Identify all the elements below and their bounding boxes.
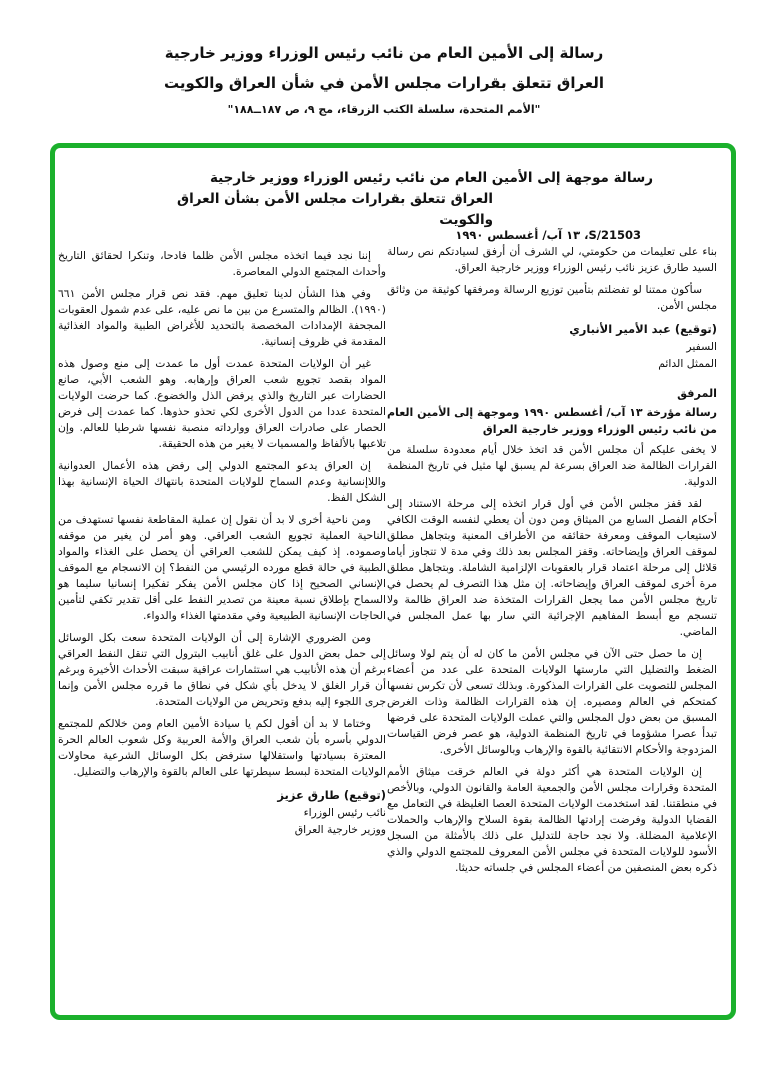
signature-label: (توقيع) [343, 788, 386, 802]
signature-title: الممثل الدائم [658, 357, 717, 370]
cover-paragraph: بناء على تعليمات من حكومتي، لي الشرف أن أرفق لسيادتكم نص رسالة السيد طارق عزيز نائب رئيس الوزراء ووزير خارجية العراق. [387, 245, 717, 274]
letter-title-line-2: العراق تتعلق بقرارات مجلس الأمن بشأن العراق والكويت [177, 191, 493, 228]
letter-paragraph: وختاما لا بد أن أقول لكم يا سيادة الأمين العام ومن خلالكم للمجتمع الدولي بأسره بأن شعب العراق والأمة العربية وكل شعوب العالم الحرة المعتزة بسيادتها واستقلالها سترفض بكل الوسائل الشرعية محاولات الولايات المتحدة لبسط سيطرتها على العالم بالقوة والإرهاب والتضليل. [58, 717, 386, 778]
header-title-line-1: رسالة إلى الأمين العام من نائب رئيس الوزراء ووزير خارجية [164, 44, 604, 62]
letter-title [171, 168, 653, 231]
signature-name-line [58, 786, 386, 804]
signature-title: ووزير خارجية العراق [294, 823, 386, 836]
document-header [0, 38, 768, 119]
signature-label: (توقيع) [674, 322, 717, 336]
signature-block-ambassador [387, 320, 717, 372]
letter-reference-date: S/21503، ١٣ آب/ أغسطس ١٩٩٠ [455, 228, 641, 242]
letter-column-right [387, 244, 717, 882]
document-frame [50, 143, 736, 1020]
signature-block-minister [58, 786, 386, 838]
letter-paragraph: وفي هذا الشأن لدينا تعليق مهم. فقد نص قرار مجلس الأمن ٦٦١ (١٩٩٠). الظالم والمتسرع من بين ما نص عليه، على عدم شمول العقوبات المجحفة الإمدادات المخصصة بالتحديد للأغراض الطبية والمواد الغذائية المقدمة في ظروف إنسانية. [58, 287, 386, 348]
letter-paragraph: ومن الضروري الإشارة إلى أن الولايات المتحدة سعت بكل الوسائل إلى حمل بعض الدول على غلق أنابيب البترول التي تنقل النفط العراقي برغم أن هذه الأنابيب هي استثمارات عراقية سبقت الأحداث الأخيرة وبرغم أن قرار الغلق لا يدخل بأي شكل في نطاق ما قرره مجلس الأمن وإنما جرى اللجوء إليه بدفع وتحريض من الولايات المتحدة. [58, 631, 386, 708]
attachment-title: رسالة مؤرخة ١٣ آب/ أغسطس ١٩٩٠ وموجهة إلى الأمين العام من نائب رئيس الوزراء ووزير خارجية العراق [387, 406, 718, 436]
letter-paragraph: إن العراق يدعو المجتمع الدولي إلى رفض هذه الأعمال العدوانية واللاإنسانية وعدم السماح للولايات المتحدة بانتهاك الحياة الإنسانية بهذا الشكل الفظ. [58, 459, 386, 504]
letter-paragraph: لا يخفى عليكم أن مجلس الأمن قد اتخذ خلال أيام معدودة سلسلة من القرارات الظالمة ضد العراق بسرعة لم يسبق لها مثيل في تاريخ المنظمة الدولية. [387, 443, 717, 488]
letter-paragraph: غير أن الولايات المتحدة عمدت أول ما عمدت إلى منع وصول هذه المواد بقصد تجويع شعب العراق وإرهابه. وهو الشعب الأبي، صانع الحضارات عبر التاريخ والذي يرفض الذل والخضوع. كما حرضت الولايات المتحدة عددا من الدول الأخرى لكي تحذو حذوها. كما عمدت إلى فرض الحصار على صادرات العراق ووارداته منصبة نفسها شرطيا للعالم. وإن تلاعبها بالألفاظ والمسميات لا يغير من هذه الحقيقة. [58, 357, 386, 450]
cover-paragraph: سأكون ممتنا لو تفضلتم بتأمين توزيع الرسالة ومرفقها كوثيقة من وثائق مجلس الأمن. [387, 283, 717, 312]
letter-paragraph: إن الولايات المتحدة هي أكثر دولة في العالم خرقت ميثاق الأمم المتحدة وقرارات مجلس الأمن والجمعية العامة والقانون الدولي، وبالأخص في منطقتنا. لقد استخدمت الولايات المتحدة العصا الغليظة في التعامل مع القضايا الدولية وفرضت إرادتها الظالمة بقوة السلاح والإرهاب والحملات الإعلامية المضللة. ولا نجد حاجة للتدليل على ذلك بالأمثلة من السجل الأسود للولايات المتحدة في مجلس الأمن المعروف للمجتمع الدولي والذي ذكره بعض المنصفين من أعضاء المجلس في جلساته حديثا. [387, 765, 717, 874]
signature-title: السفير [686, 340, 717, 353]
header-title-line-2: العراق تتعلق بقرارات مجلس الأمن في شأن العراق والكويت [163, 74, 605, 92]
letter-paragraph: إننا نجد فيما اتخذه مجلس الأمن ظلما فادحا، وتنكرا لحقائق التاريخ وأحداث المجتمع الدولي المعاصرة. [58, 249, 386, 278]
signature-name-line [387, 320, 717, 338]
header-source-citation: "الأمم المتحدة، سلسلة الكتب الزرقاء، مج ٩، ص ١٨٧ــ١٨٨" [227, 103, 541, 116]
signature-name: عبد الأمير الأنباري [569, 322, 671, 336]
letter-title-line-1: رسالة موجهة إلى الأمين العام من نائب رئيس الوزراء ووزير خارجية [209, 170, 653, 186]
attachment-heading: المرفق [677, 387, 717, 400]
letter-column-left [58, 248, 386, 848]
signature-title: نائب رئيس الوزراء [303, 806, 386, 819]
letter-paragraph: لقد قفز مجلس الأمن في أول قرار اتخذه إلى مرحلة الاستناد إلى أحكام الفصل السابع من الميثاق ومن دون أن يعطي لنفسه الوقت الكافي لاستيعاب الموقف ومعرفة حقائقه من الأطراف المعنية وبتجاهل مطلق لموقف العراق وإيضاحاته. وقفز المجلس بعد ذلك وفي مدة لا تتجاوز أياما قلائل إلى مرحلة اعتماد قرار بالعقوبات الإلزامية الشاملة. وبتجاهل مطلق مرة أخرى لموقف العراق وإيضاحاته. إن مثل هذا التصرف لم يحصل في تاريخ مجلس الأمن مما يجعل القرارات المتخذة ضد العراق ظالمة ولا تنسجم مع أبسط المفاهيم الإجرائية التي سار بها عمل المجلس في الماضي. [387, 497, 717, 638]
letter-paragraph: ومن ناحية أخرى لا بد أن نقول إن عملية المقاطعة نفسها تستهدف من الناحية العملية تجويع الشعب العراقي. وهو أمر لن يغير من موقفه وصموده. إذ كيف يمكن للشعب العراقي أن يحصل على الغذاء والمواد الطبية في حالة قطع مورده الرئيسي من النفط؟ إن الانسجام مع الموقف الإنساني الصحيح إذا كان مجلس الأمن يفكر تفكيرا إنسانيا سليما هو السماح بإطلاق نسبة معينة من تصدير النفط على أقل تقدير تكفي لتأمين الحاجات الإنسانية الطبيعية وفي مقدمتها الغذاء والدواء. [58, 513, 386, 622]
signature-name: طارق عزيز [277, 788, 340, 802]
letter-paragraph: إن ما حصل حتى الآن في مجلس الأمن ما كان له أن يتم لولا وسائل الضغط والتضليل التي مارستها الولايات المتحدة على عدد من أعضاء المجلس للتصويت على القرارات المذكورة. وبذلك تسعى لأن تكرس نفسها كمتحكم في العالم ومصيره. إن هذه القرارات الظالمة وذات الغرض المسبق من بعض دول المجلس والتي عملت الولايات المتحدة على فرضها تبدأ عصرا مشؤوما في تاريخ المنظمة الدولية، هو عصر فرض القياسات المزدوجة والأحكام الانتقائية بالقوة والإرهاب وبالوسائل الأخرى. [387, 647, 717, 756]
